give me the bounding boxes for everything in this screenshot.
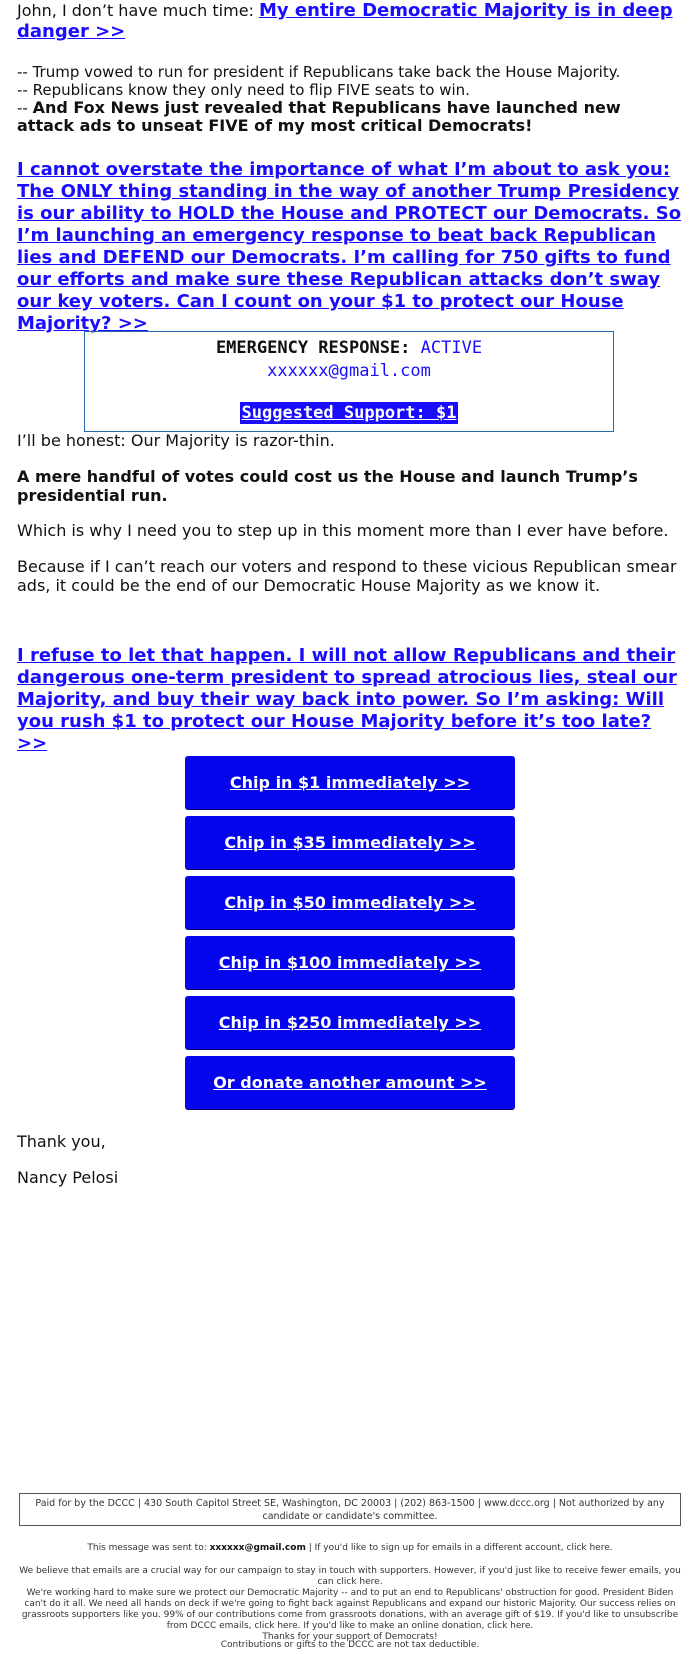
bullet-dash: --	[17, 99, 33, 117]
chip-in-250-button[interactable]: Chip in $250 immediately >>	[185, 996, 515, 1050]
chip-in-1-button[interactable]: Chip in $1 immediately >>	[185, 756, 515, 810]
grassroots-period: .	[530, 1621, 534, 1631]
fewer-emails-text: We believe that emails are a crucial way for our campaign to stay in touch with supporters. However, if you'd just like to receive fewer emails, you can click	[19, 1566, 681, 1587]
bullet-list	[17, 63, 683, 135]
sent-to-prefix: This message was sent to:	[87, 1543, 210, 1553]
paragraph-step-up: Which is why I need you to step up in this moment more than I ever have before.	[17, 521, 669, 540]
suggested-support-link[interactable]: Suggested Support: $1	[241, 403, 457, 423]
sent-to-notice	[17, 1543, 683, 1554]
paragraph-razor-thin: I’ll be honest: Our Majority is razor-thin.	[17, 431, 335, 450]
recipient-email: xxxxxx@gmail.com	[267, 361, 431, 381]
chip-in-100-button[interactable]: Chip in $100 immediately >>	[185, 936, 515, 990]
fewer-emails-period: .	[379, 1577, 383, 1587]
chip-in-50-button[interactable]: Chip in $50 immediately >>	[185, 876, 515, 930]
sent-to-email: xxxxxx@gmail.com	[209, 1543, 306, 1553]
signoff-thanks: Thank you,	[17, 1132, 106, 1151]
paid-for-disclaimer: Paid for by the DCCC | 430 South Capitol Street SE, Washington, DC 20003 | (202) 863-1500 | www.dccc.org | Not authorized by any candidate or candidate's committee.	[19, 1493, 681, 1526]
headline-link[interactable]: My entire Democratic Majority is in deep danger >>	[17, 0, 673, 42]
secondary-ask	[17, 645, 683, 755]
signup-here-link[interactable]: here	[589, 1543, 610, 1553]
donate-other-amount-button[interactable]: Or donate another amount >>	[185, 1056, 515, 1110]
unsubscribe-here-link[interactable]: here	[277, 1621, 298, 1631]
response-status-line	[85, 338, 613, 358]
donate-button-group	[185, 756, 515, 1116]
grassroots-mid-text: . If you'd like to make an online donation, click	[297, 1621, 511, 1631]
primary-ask-link[interactable]: I cannot overstate the importance of what I’m about to ask you: The ONLY thing standing in the way of another Trump Presidency is our ability to HOLD the House and PROTECT our Democrats. So I’m launching an emergency response to beat back Republican lies and DEFEND our Democrats. I’m calling for 750 gifts to fund our efforts and make sure these Republican attacks don’t sway our key voters. Can I count on your $1 to protect our House Majority? >>	[17, 159, 682, 334]
grassroots-notice	[17, 1588, 683, 1643]
tax-deductible-notice: Contributions or gifts to the DCCC are not tax deductible.	[220, 1640, 480, 1650]
paragraph-smear-ads: Because if I can’t reach our voters and respond to these vicious Republican smear ads, it could be the end of our Democratic House Majority as we know it.	[17, 557, 677, 595]
suggested-support-line	[85, 403, 613, 423]
sent-to-suffix: | If you'd like to sign up for emails in a different account, click	[305, 1543, 590, 1553]
secondary-ask-link[interactable]: I refuse to let that happen. I will not allow Republicans and their dangerous one-term president to spread atrocious lies, steal our Majority, and buy their way back into power. So I’m asking: Will you rush $1 to protect our House Majority before it’s too late? >>	[17, 645, 677, 754]
response-label: EMERGENCY RESPONSE:	[215, 338, 421, 358]
greeting-text: John, I don’t have much time:	[17, 1, 260, 20]
grassroots-text: We're working hard to make sure we protect our Democratic Majority -- and to put an end to Republicans' obstruction for good. President Biden can't do it all. We need all hands on deck if we're going to fight back against Republicans and expand our historic Majority. Our success relies on grassroots supporters like you. 99% of our contributions come from grassroots donations, with an average gift of $19. If you'd like to unsubscribe from DCCC emails, click	[21, 1588, 679, 1631]
primary-ask	[17, 159, 683, 335]
donation-here-link[interactable]: here	[510, 1621, 531, 1631]
fewer-emails-here-link[interactable]: here	[359, 1577, 380, 1587]
bullet-bold-text: And Fox News just revealed that Republicans have launched new attack ads to unseat FIVE of my most critical Democrats!	[17, 98, 621, 135]
support-thanks-text: Thanks for your support of Democrats!	[262, 1632, 438, 1642]
sent-to-period: .	[609, 1543, 613, 1553]
bullet-item: -- Republicans know they only need to flip FIVE seats to win.	[17, 81, 470, 99]
bullet-item: -- Trump vowed to run for president if Republicans take back the House Majority.	[17, 63, 621, 81]
paragraph-handful-votes: A mere handful of votes could cost us the House and launch Trump’s presidential run.	[17, 467, 638, 505]
fewer-emails-notice	[17, 1566, 683, 1588]
intro-line	[17, 0, 683, 42]
chip-in-35-button[interactable]: Chip in $35 immediately >>	[185, 816, 515, 870]
bullet-item	[17, 99, 683, 135]
emergency-response-box	[84, 331, 614, 432]
signoff-name: Nancy Pelosi	[17, 1168, 119, 1187]
response-status: ACTIVE	[420, 338, 483, 358]
